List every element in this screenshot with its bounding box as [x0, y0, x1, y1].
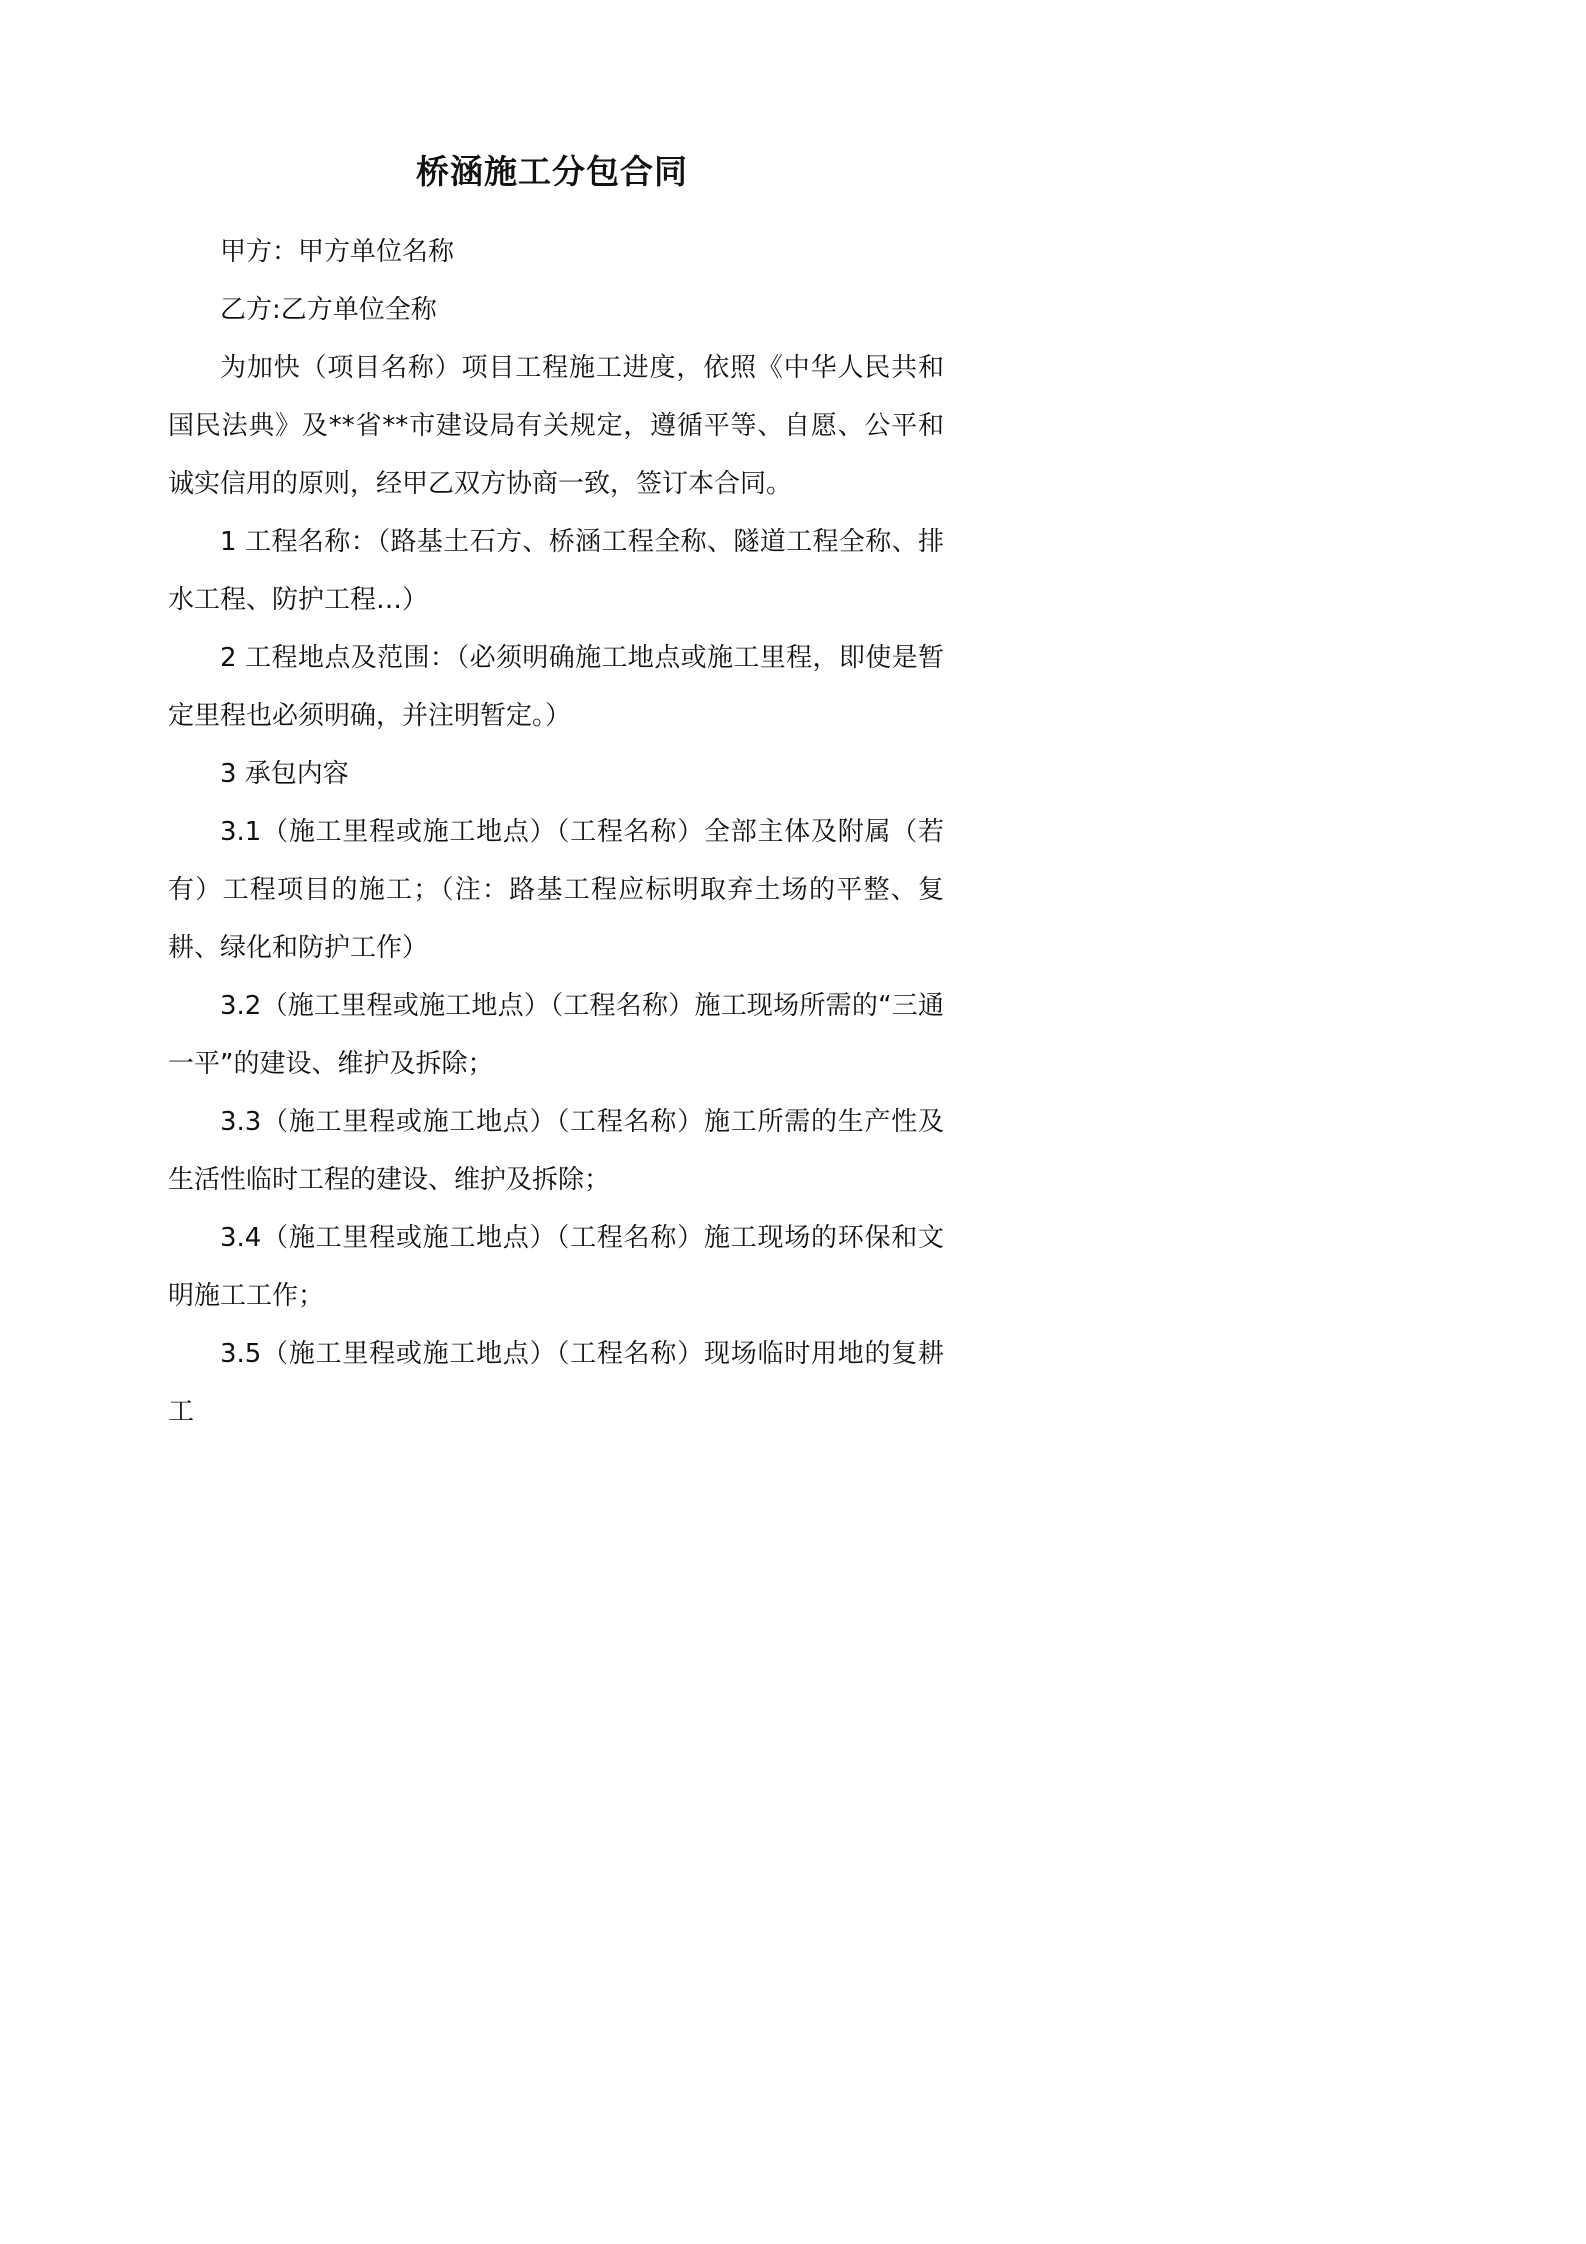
clause-3-4: 3.4（施工里程或施工地点）（工程名称）施工现场的环保和文明施工工作； — [168, 1223, 944, 1311]
party-b-line: 乙方:乙方单位全称 — [220, 295, 437, 325]
clause-3-1: 3.1（施工里程或施工地点）（工程名称）全部主体及附属（若有）工程项目的施工；（注：路基工程应标明取弃土场的平整、复耕、绿化和防护工作） — [168, 817, 944, 963]
clause-3-5: 3.5（施工里程或施工地点）（工程名称）现场临时用地的复耕工 — [168, 1339, 944, 1427]
party-a-line: 甲方：甲方单位名称 — [220, 237, 455, 267]
clause-2-location-scope: 2 工程地点及范围：（必须明确施工地点或施工里程，即使是暂定里程也必须明确，并注明暂定。） — [168, 643, 944, 731]
document-title: 桥涵施工分包合同 — [416, 152, 688, 191]
document-body — [168, 223, 944, 1441]
clause-1-project-name: 1 工程名称：（路基土石方、桥涵工程全称、隧道工程全称、排水工程、防护工程…） — [168, 527, 944, 615]
document-page — [0, 0, 1104, 1560]
clause-3-heading: 3 承包内容 — [220, 759, 349, 789]
preamble-paragraph: 为加快（项目名称）项目工程施工进度，依照《中华人民共和国民法典》及**省**市建设局有关规定，遵循平等、自愿、公平和诚实信用的原则，经甲乙双方协商一致，签订本合同。 — [168, 353, 944, 499]
clause-3-2: 3.2（施工里程或施工地点）（工程名称）施工现场所需的“三通一平”的建设、维护及拆除； — [168, 991, 944, 1079]
clause-3-3: 3.3（施工里程或施工地点）（工程名称）施工所需的生产性及生活性临时工程的建设、维护及拆除； — [168, 1107, 944, 1195]
